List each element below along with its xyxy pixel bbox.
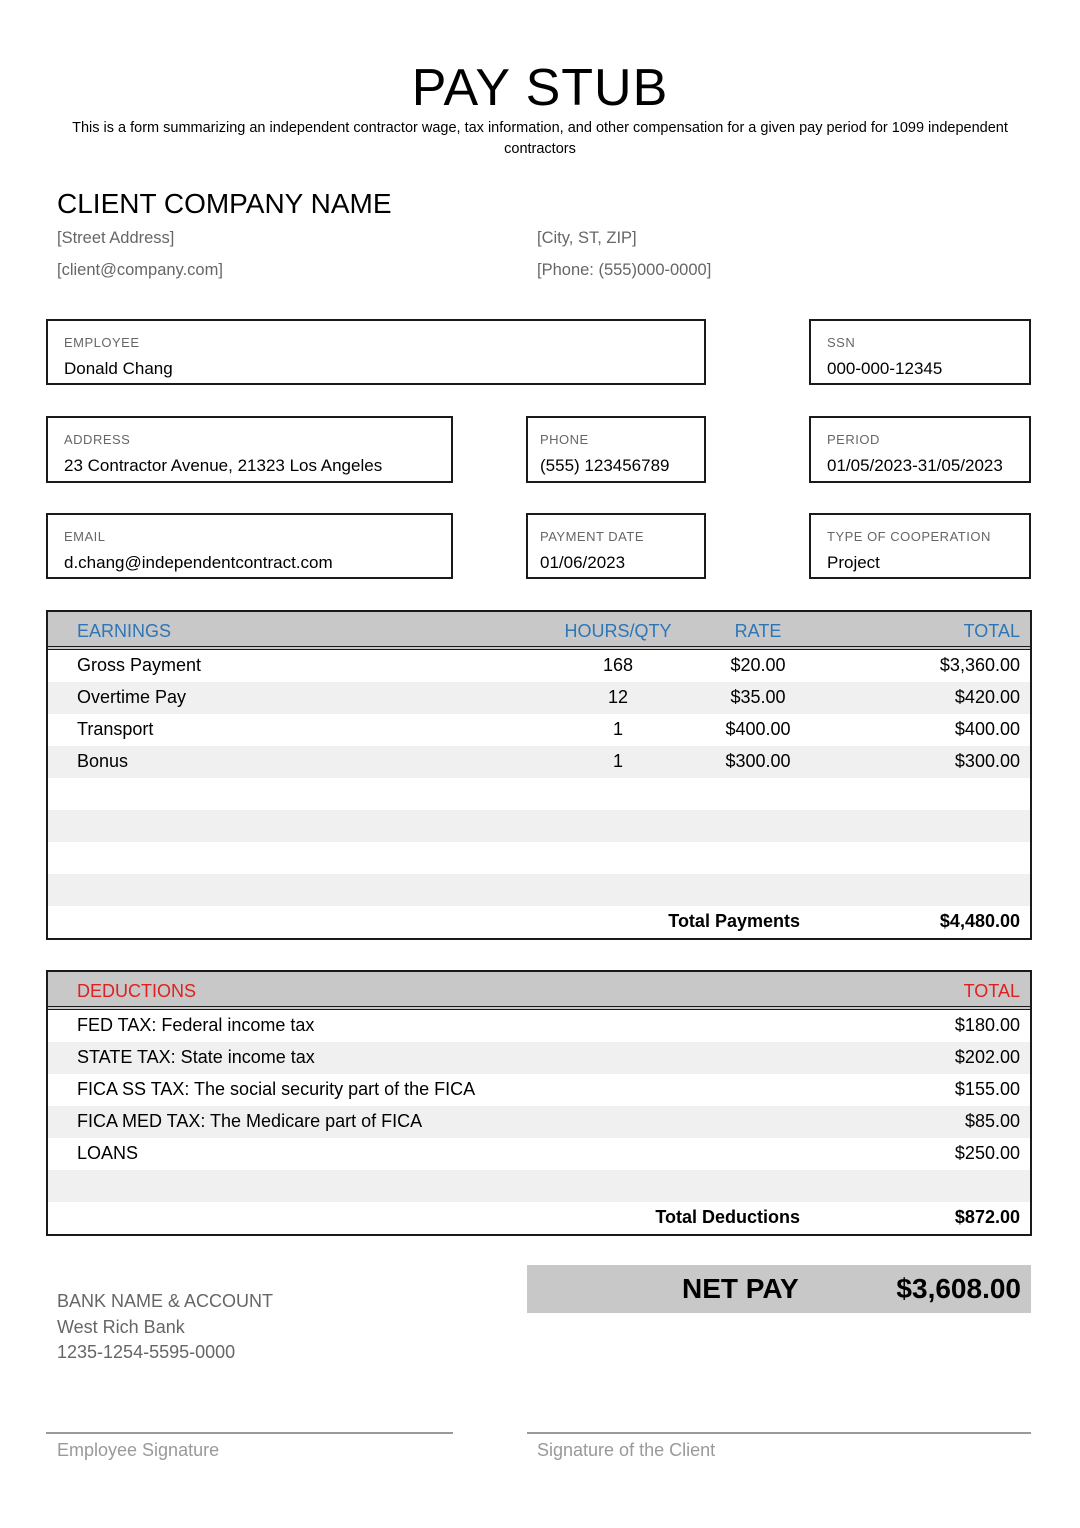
row-qty: 168	[602, 655, 634, 675]
cooperation-field	[809, 513, 1031, 579]
earnings-header-rate: RATE	[734, 621, 782, 641]
company-email: [client@company.com]	[57, 261, 223, 279]
empty-row	[48, 778, 1030, 810]
row-total: $155.00	[954, 1079, 1020, 1099]
row-desc: FED TAX: Federal income tax	[77, 1015, 315, 1035]
employee-signature-label: Employee Signature	[57, 1440, 220, 1460]
ssn-value: 000-000-12345	[827, 359, 943, 378]
address-field	[46, 416, 453, 483]
email-field	[46, 513, 453, 579]
row-qty: 1	[612, 751, 623, 771]
row-desc: LOANS	[77, 1143, 139, 1163]
row-desc: Bonus	[77, 751, 129, 771]
employee-label: EMPLOYEE	[64, 335, 140, 350]
row-total: $250.00	[954, 1143, 1020, 1163]
net-pay-value: $3,608.00	[896, 1273, 1021, 1304]
row-rate: $20.00	[730, 655, 786, 675]
empty-row	[48, 842, 1030, 874]
row-total: $300.00	[954, 751, 1020, 771]
row-qty: 1	[612, 719, 623, 739]
table-row	[48, 1042, 1030, 1074]
total-payments-label: Total Payments	[668, 911, 800, 931]
row-desc: Gross Payment	[77, 655, 202, 675]
bank-account: 1235-1254-5595-0000	[57, 1342, 236, 1362]
row-desc: FICA MED TAX: The Medicare part of FICA	[77, 1111, 423, 1131]
total-payments-value: $4,480.00	[939, 911, 1020, 931]
row-desc: STATE TAX: State income tax	[77, 1047, 315, 1067]
table-row	[48, 746, 1030, 778]
row-desc: FICA SS TAX: The social security part of the FICA	[77, 1079, 476, 1099]
company-city: [City, ST, ZIP]	[537, 229, 637, 247]
table-row	[48, 1010, 1030, 1042]
employee-value: Donald Chang	[64, 359, 173, 378]
table-row	[48, 1138, 1030, 1170]
deductions-total-row	[48, 1202, 1030, 1234]
row-total: $180.00	[954, 1015, 1020, 1035]
company-phone: [Phone: (555)000-0000]	[537, 261, 712, 279]
ssn-field	[809, 319, 1031, 385]
earnings-header-qty: HOURS/QTY	[564, 621, 672, 641]
email-label: EMAIL	[64, 529, 106, 544]
company-name: CLIENT COMPANY NAME	[57, 188, 392, 219]
payment-date-label: PAYMENT DATE	[540, 529, 644, 544]
payment-date-field	[526, 513, 706, 579]
earnings-header	[48, 612, 1030, 650]
row-rate: $300.00	[725, 751, 791, 771]
client-signature-label: Signature of the Client	[537, 1440, 716, 1460]
period-label: PERIOD	[827, 432, 880, 447]
cooperation-value: Project	[827, 553, 880, 572]
row-rate: $35.00	[730, 687, 786, 707]
client-signature-line[interactable]	[527, 1432, 1031, 1434]
cooperation-label: TYPE OF COOPERATION	[827, 529, 991, 544]
empty-row	[48, 810, 1030, 842]
address-label: ADDRESS	[64, 432, 131, 447]
row-total: $85.00	[964, 1111, 1020, 1131]
page-title: PAY STUB	[411, 59, 669, 117]
table-row	[48, 714, 1030, 746]
deductions-header-total: TOTAL	[963, 981, 1020, 1001]
phone-value: (555) 123456789	[540, 456, 670, 475]
row-rate: $400.00	[725, 719, 791, 739]
email-value: d.chang@independentcontract.com	[64, 553, 333, 572]
payment-date-value: 01/06/2023	[540, 553, 626, 572]
page-subtitle: This is a form summarizing an independent contractor wage, tax information, and other compensation for a given pay period for 1099 independent contractors	[72, 120, 1008, 157]
period-value: 01/05/2023-31/05/2023	[827, 456, 1003, 475]
net-pay-box	[527, 1265, 1031, 1313]
phone-label: PHONE	[540, 432, 589, 447]
employee-signature-line[interactable]	[46, 1432, 453, 1434]
deductions-header-desc: DEDUCTIONS	[77, 981, 197, 1001]
row-total: $3,360.00	[939, 655, 1020, 675]
row-total: $420.00	[954, 687, 1020, 707]
net-pay-label: NET PAY	[682, 1273, 799, 1304]
company-street: [Street Address]	[57, 229, 175, 247]
phone-field	[526, 416, 706, 483]
deductions-header	[48, 972, 1030, 1010]
table-row	[48, 682, 1030, 714]
earnings-table	[46, 610, 1032, 940]
period-field	[809, 416, 1031, 483]
row-total: $202.00	[954, 1047, 1020, 1067]
bank-name: West Rich Bank	[57, 1317, 185, 1337]
earnings-header-desc: EARNINGS	[77, 621, 172, 641]
earnings-header-total: TOTAL	[963, 621, 1020, 641]
table-row	[48, 1106, 1030, 1138]
address-value: 23 Contractor Avenue, 21323 Los Angeles	[64, 456, 383, 475]
empty-row	[48, 1170, 1030, 1202]
earnings-total-row	[48, 906, 1030, 938]
row-desc: Transport	[77, 719, 154, 739]
total-deductions-label: Total Deductions	[655, 1207, 800, 1227]
ssn-label: SSN	[827, 335, 856, 350]
table-row	[48, 650, 1030, 682]
row-desc: Overtime Pay	[77, 687, 187, 707]
table-row	[48, 1074, 1030, 1106]
deductions-table	[46, 970, 1032, 1236]
total-deductions-value: $872.00	[954, 1207, 1020, 1227]
row-total: $400.00	[954, 719, 1020, 739]
bank-label: BANK NAME & ACCOUNT	[57, 1291, 274, 1311]
employee-field	[46, 319, 706, 385]
empty-row	[48, 874, 1030, 906]
row-qty: 12	[607, 687, 629, 707]
